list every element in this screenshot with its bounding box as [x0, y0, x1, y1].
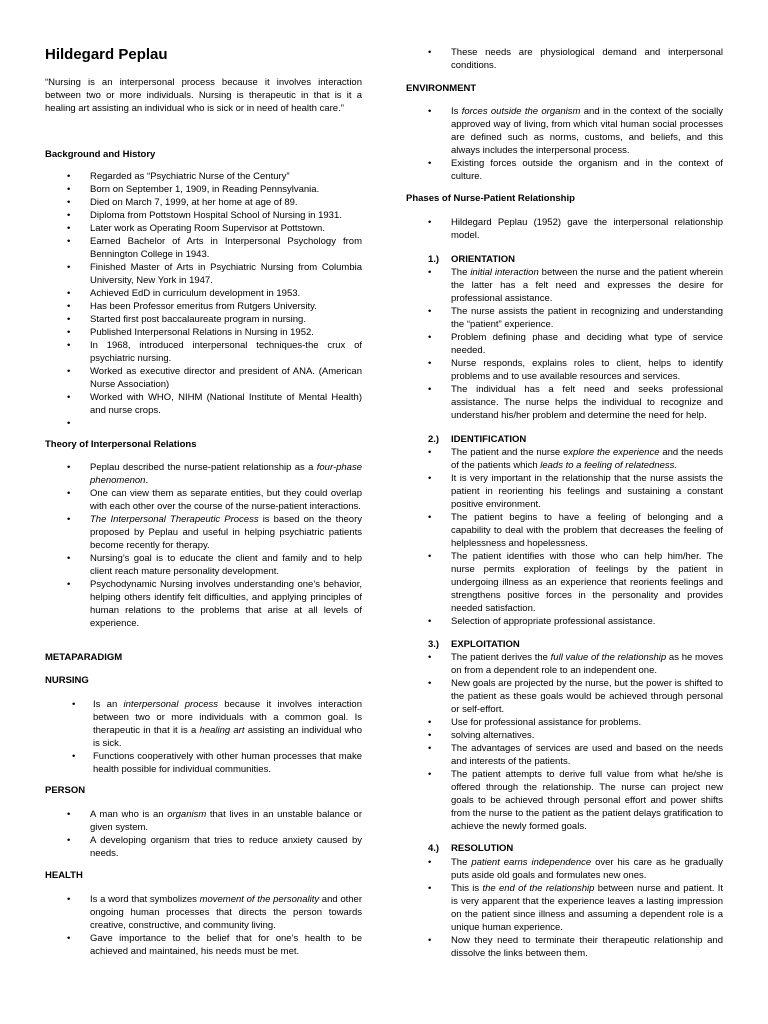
list-item: • Use for professional assistance for problems. — [406, 716, 723, 729]
phases-heading: Phases of Nurse-Patient Relationship — [406, 193, 575, 204]
list-item: • The nurse assists the patient in recognizing and understanding the “patient” experience. — [406, 305, 723, 331]
list-item: • The initial interaction between the nurse and the patient wherein the latter has a felt need and expresses the desire for professional assistance. — [406, 266, 723, 305]
list-item: • Achieved EdD in curriculum development in 1953. — [45, 287, 362, 300]
list-item: • Now they need to terminate their therapeutic relationship and dissolve the links between them. — [406, 934, 723, 960]
health-heading: HEALTH — [45, 870, 83, 881]
phase-number: 1.) — [428, 254, 440, 265]
background-heading: Background and History — [45, 149, 156, 160]
theory-list — [45, 461, 362, 630]
list-item: • Worked with WHO, NIHM (National Institute of Mental Health) and nurse crops. — [45, 391, 362, 417]
list-item: • Finished Master of Arts in Psychiatric Nursing from Columbia University, New York in 1947. — [45, 261, 362, 287]
list-item: • New goals are projected by the nurse, but the power is shifted to the patient as these goals would be achieved through personal or self-effort. — [406, 677, 723, 716]
list-item: • Existing forces outside the organism and in the context of culture. — [406, 157, 723, 183]
background-list — [45, 170, 362, 430]
intro-quote: “Nursing is an interpersonal process because it involves interaction between two or more individuals. Nursing is therapeutic in that is it a healing art assisting an individual who is sick or in need of health care.” — [45, 77, 362, 114]
list-item: • Has been Professor emeritus from Rutgers University. — [45, 300, 362, 313]
list-item: • The patient identifies with those who can help him/her. The nurse permits exploration of feelings by the patient in undergoing illness as an experience that reorients feelings and strengthens positive forces in the personality and provides needed satisfaction. — [406, 550, 723, 615]
list-item — [45, 417, 362, 430]
resolution-heading — [428, 843, 513, 854]
list-item: • Nursing’s goal is to educate the client and family and to help client reach mature personality development. — [45, 552, 362, 578]
list-item: • The patient earns independence over his care as he gradually puts aside old goals and formulates new ones. — [406, 856, 723, 882]
nursing-list — [45, 698, 362, 776]
phase-title: RESOLUTION — [451, 843, 514, 854]
phase-title: IDENTIFICATION — [451, 434, 527, 445]
orientation-list — [406, 266, 723, 422]
phase-number: 2.) — [428, 434, 440, 445]
list-item: • Started first post baccalaureate program in nursing. — [45, 313, 362, 326]
list-item: • Later work as Operating Room Supervisor at Pottstown. — [45, 222, 362, 235]
phases-list — [406, 216, 723, 242]
identification-list — [406, 446, 723, 628]
orientation-heading — [428, 254, 515, 265]
needs-list — [406, 46, 723, 72]
list-item: • Is an interpersonal process because it involves interaction between two or more individuals with a common goal. Is therapeutic in that it is a healing art assisting an individual who is sick. — [45, 698, 362, 750]
list-item: • Is forces outside the organism and in the context of the socially approved way of living, from which vital human social processes are defined such as norms, customs, and beliefs, and this always includes the interpersonal process. — [406, 105, 723, 157]
list-item: • Psychodynamic Nursing involves understanding one’s behavior, helping others identify felt difficulties, and applying principles of human relations to the problems that arise at all levels of experience. — [45, 578, 362, 630]
list-item: • Gave importance to the belief that for one’s health to be achieved and maintained, his needs must be met. — [45, 932, 362, 958]
metaparadigm-heading: METAPARADIGM — [45, 652, 123, 663]
phase-number: 4.) — [428, 843, 440, 854]
list-item: • In 1968, introduced interpersonal techniques-the crux of psychiatric nursing. — [45, 339, 362, 365]
person-list — [45, 808, 362, 860]
list-item: • The patient begins to have a feeling of belonging and a capability to deal with the problem that decreases the feeling of helplessness and hopelessness. — [406, 511, 723, 550]
exploitation-heading — [428, 639, 520, 650]
resolution-list — [406, 856, 723, 960]
list-item: • Peplau described the nurse-patient relationship as a four-phase phenomenon. — [45, 461, 362, 487]
list-item: • solving alternatives. — [406, 729, 723, 742]
list-item: • The Interpersonal Therapeutic Process is based on the theory proposed by Peplau and useful in helping psychiatric patients become recently for therapy. — [45, 513, 362, 552]
list-item: • Regarded as “Psychiatric Nurse of the Century” — [45, 170, 362, 183]
list-item: • The patient derives the full value of the relationship as he moves on from a dependent role to an independent one. — [406, 651, 723, 677]
exploitation-list — [406, 651, 723, 833]
list-item: • Diploma from Pottstown Hospital School of Nursing in 1931. — [45, 209, 362, 222]
list-item: • Earned Bachelor of Arts in Interpersonal Psychology from Bennington College in 1943. — [45, 235, 362, 261]
list-item: • Worked as executive director and president of ANA. (American Nurse Association) — [45, 365, 362, 391]
list-item: • The advantages of services are used and based on the needs and interests of the patients. — [406, 742, 723, 768]
list-item: • Nurse responds, explains roles to client, helps to identify problems and to use available resources and services. — [406, 357, 723, 383]
phase-title: EXPLOITATION — [451, 639, 520, 650]
list-item: • This is the end of the relationship between nurse and patient. It is very apparent that the experience leaves a lasting impression on the patient since illness and assuming a dependent role is a unique human experience. — [406, 882, 723, 934]
environment-list — [406, 105, 723, 183]
list-item: • A developing organism that tries to reduce anxiety caused by needs. — [45, 834, 362, 860]
list-item: • Died on March 7, 1999, at her home at age of 89. — [45, 196, 362, 209]
list-item: • Is a word that symbolizes movement of the personality and other ongoing human processes that directs the person towards creative, constructive, and community living. — [45, 893, 362, 932]
health-list — [45, 893, 362, 958]
list-item: • Hildegard Peplau (1952) gave the interpersonal relationship model. — [406, 216, 723, 242]
list-item: • A man who is an organism that lives in an unstable balance or given system. — [45, 808, 362, 834]
list-item: • The individual has a felt need and seeks professional assistance. The nurse helps the individual to recognize and understand his/her problem and determine the need for help. — [406, 383, 723, 422]
list-item: • One can view them as separate entities, but they could overlap with each other over the course of the nurse-patient interactions. — [45, 487, 362, 513]
page-title: Hildegard Peplau — [45, 46, 168, 63]
list-item: • The patient attempts to derive full value from what he/she is offered through the relationship. The nurse can project new goals to be achieved through personal effort and power shifts from the nurse to the patient as the patient delays gratification to achieve the newly formed goals. — [406, 768, 723, 833]
list-item: • Functions cooperatively with other human processes that make health possible for individual communities. — [45, 750, 362, 776]
nursing-heading: NURSING — [45, 675, 89, 686]
phase-title: ORIENTATION — [451, 254, 516, 265]
list-item: • These needs are physiological demand and interpersonal conditions. — [406, 46, 723, 72]
list-item: • Selection of appropriate professional assistance. — [406, 615, 723, 628]
phase-number: 3.) — [428, 639, 440, 650]
identification-heading — [428, 434, 526, 445]
theory-heading: Theory of Interpersonal Relations — [45, 439, 197, 450]
list-item: • The patient and the nurse explore the experience and the needs of the patients which leads to a feeling of relatedness. — [406, 446, 723, 472]
list-item: • Born on September 1, 1909, in Reading Pennsylvania. — [45, 183, 362, 196]
person-heading: PERSON — [45, 785, 86, 796]
list-item: • It is very important in the relationship that the nurse assists the patient in reorienting his feelings and sustaining a constant positive environment. — [406, 472, 723, 511]
list-item: • Published Interpersonal Relations in Nursing in 1952. — [45, 326, 362, 339]
list-item: • Problem defining phase and deciding what type of service needed. — [406, 331, 723, 357]
environment-heading: ENVIRONMENT — [406, 83, 477, 94]
